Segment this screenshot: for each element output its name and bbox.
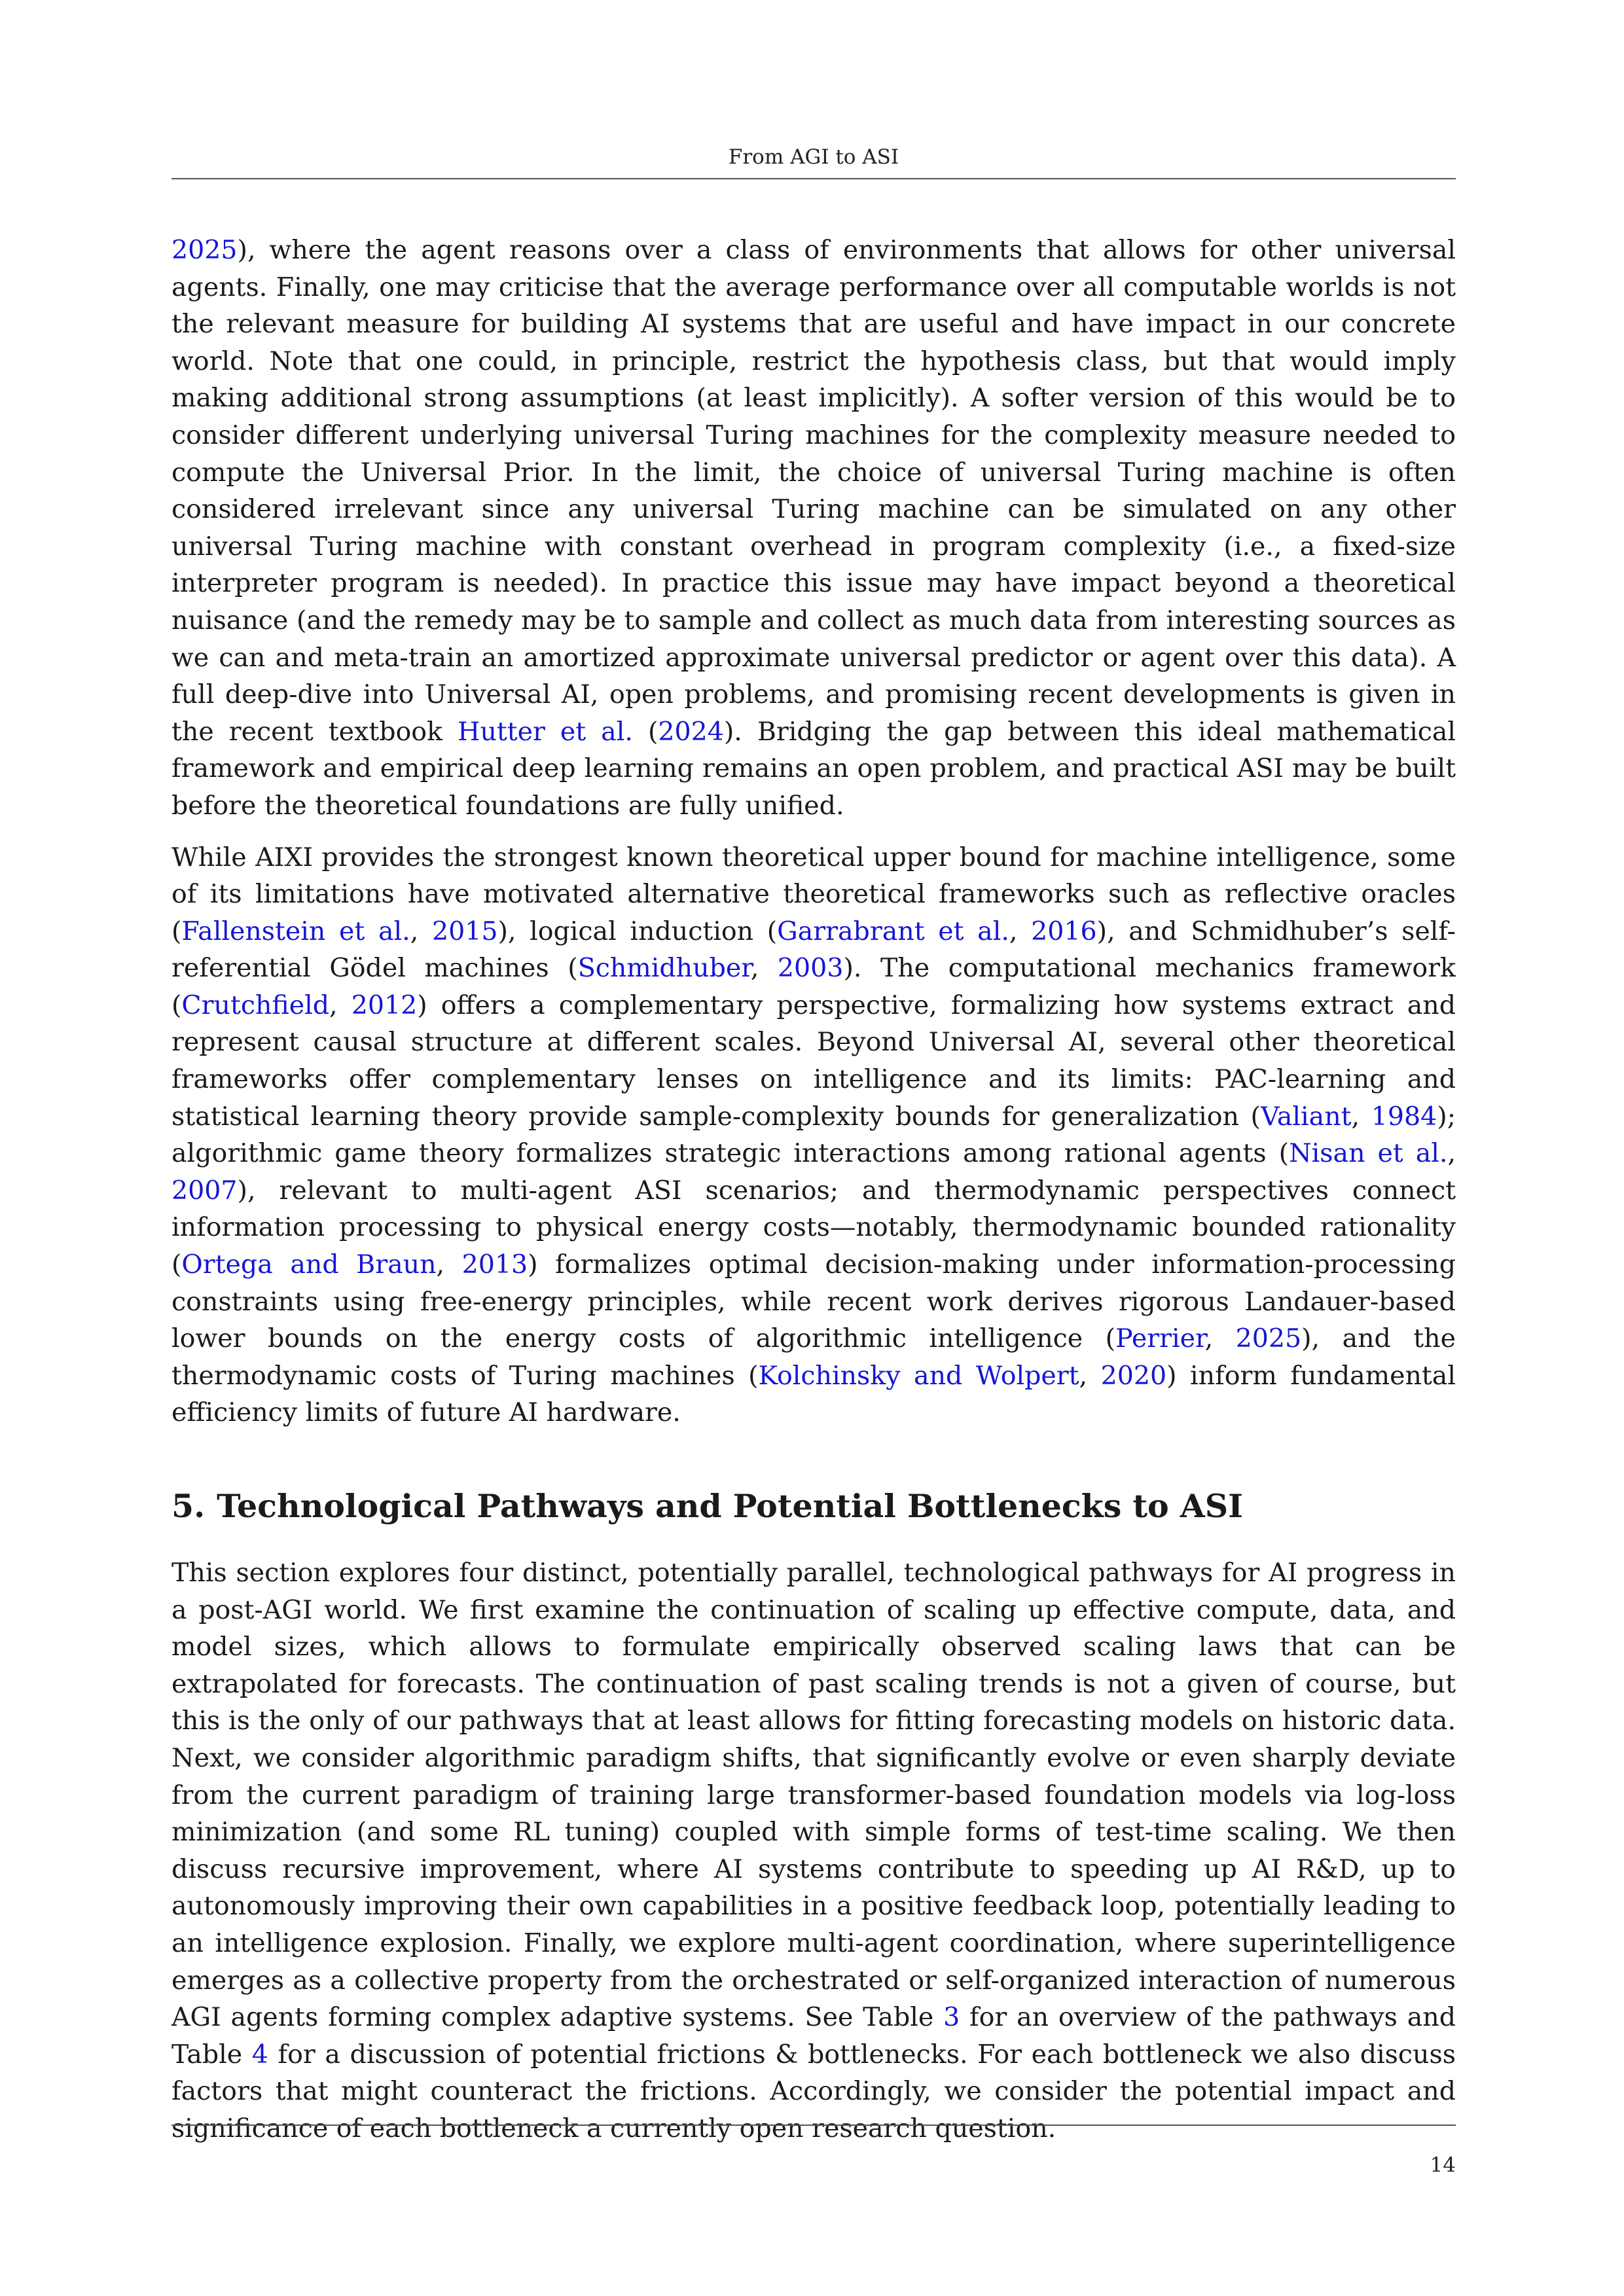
citation-link[interactable]: Crutchfield [181,990,330,1020]
citation-link[interactable]: 2024 [658,716,724,747]
citation-link[interactable]: Perrier [1115,1323,1205,1354]
citation-link[interactable]: 2025 [1235,1323,1302,1354]
paragraph-section-intro: This section explores four distinct, potentially parallel, technological pathways for AI progress in a post-AGI world. We first examine the continuation of scaling up effective compute, data, and model sizes, which allows to formulate empirically observed scaling laws that can be extrapolated for forecasts. The continuation of past scaling trends is not a given of course, but this is the only of our pathways that at least allows for fitting forecasting models on historic data. Next, we consider algorithmic paradigm shifts, that significantly evolve or even sharply deviate from the current paradigm of training large transformer-based foundation models via log-loss minimization (and some RL tuning) coupled with simple forms of test-time scaling. We then discuss recursive improvement, where AI systems contribute to speeding up AI R&D, up to autonomously improving their own capabilities in a positive feedback loop, potentially leading to an intelligence explosion. Finally, we explore multi-agent coordination, where superintelligence emerges as a collective property from the orchestrated or self-organized interaction of numerous AGI agents forming complex adaptive systems. See Table 3 for an overview of the pathways and Table 4 for a discussion of potential frictions & bottlenecks. For each bottleneck we also discuss factors that might counteract the frictions. Accordingly, we consider the potential impact and significance of each bottleneck a currently open research question. [171,1558,1456,2144]
page-body [171,232,1456,2147]
section-title: Technological Pathways and Potential Bottlenecks to ASI [217,1487,1244,1525]
citation-link[interactable]: Kolchinsky and Wolpert [758,1360,1079,1391]
table-ref-link[interactable]: 3 [943,2002,960,2033]
paragraph-universal-ai-limitations: 2025), where the agent reasons over a class of environments that allows for other universal agents. Finally, one may criticise that the average performance over all computable worlds is not the relevant measure for building AI systems that are useful and have impact in our concrete world. Note that one could, in principle, restrict the hypothesis class, but that would imply making additional strong assumptions (at least implicitly). A softer version of this would be to consider different underlying universal Turing machines for the complexity measure needed to compute the Universal Prior. In the limit, the choice of universal Turing machine is often considered irrelevant since any universal Turing machine can be simulated on any other universal Turing machine with constant overhead in program complexity (i.e., a fixed-size interpreter program is needed). In practice this issue may have impact beyond a theoretical nuisance (and the remedy may be to sample and collect as much data from interesting sources as we can and meta-train an amortized approximate universal predictor or agent over this data). A full deep-dive into Universal AI, open problems, and promising recent developments is given in the recent textbook Hutter et al. (2024). Bridging the gap between this ideal mathematical framework and empirical deep learning remains an open problem, and practical ASI may be built before the theoretical foundations are fully unified. [171,235,1456,821]
citation-link[interactable]: 2020 [1100,1360,1167,1391]
citation-link[interactable]: Fallenstein et al. [181,916,410,946]
running-title: From AGI to ASI [728,145,899,169]
page-number: 14 [1430,2153,1456,2177]
citation-link[interactable]: Nisan et al. [1289,1138,1448,1169]
citation-link[interactable]: 2015 [431,916,498,946]
table-ref-link[interactable]: 4 [251,2039,268,2070]
citation-link[interactable]: 2025 [171,235,238,265]
citation-link[interactable]: 1984 [1371,1101,1437,1132]
citation-link[interactable]: 2013 [461,1249,528,1280]
citation-link[interactable]: Valiant [1260,1101,1352,1132]
section-number: 5. [171,1487,206,1525]
citation-link[interactable]: 2003 [777,953,844,984]
citation-link[interactable]: Garrabrant et al. [777,916,1009,946]
citation-link[interactable]: Ortega and Braun [181,1249,437,1280]
footer-rule [171,2125,1456,2126]
citation-link[interactable]: 2007 [171,1175,238,1206]
citation-link[interactable]: Schmidhuber [577,953,751,984]
citation-link[interactable]: 2012 [351,990,418,1020]
section-heading [171,1486,1456,1526]
paragraph-alternative-frameworks: While AIXI provides the strongest known theoretical upper bound for machine intelligence, some of its limitations have motivated alternative theoretical frameworks such as reflective oracles (Fallenstein et al., 2015), logical induction (Garrabrant et al., 2016), and Schmidhuber’s self-referential Gödel machines (Schmidhuber, 2003). The computational mechanics framework (Crutchfield, 2012) offers a complementary perspective, formalizing how systems extract and represent causal structure at different scales. Beyond Universal AI, several other theoretical frameworks offer complementary lenses on intelligence and its limits: PAC-learning and statistical learning theory provide sample-complexity bounds for generalization (Valiant, 1984); algorithmic game theory formalizes strategic interactions among rational agents (Nisan et al., 2007), relevant to multi-agent ASI scenarios; and thermodynamic perspectives connect information processing to physical energy costs—notably, thermodynamic bounded rationality (Ortega and Braun, 2013) formalizes optimal decision-making under information-processing constraints using free-energy principles, while recent work derives rigorous Landauer-based lower bounds on the energy costs of algorithmic intelligence (Perrier, 2025), and the thermodynamic costs of Turing machines (Kolchinsky and Wolpert, 2020) inform fundamental efficiency limits of future AI hardware. [171,842,1456,1428]
citation-link[interactable]: 2016 [1031,916,1097,946]
citation-link[interactable]: Hutter et al. [458,716,633,747]
header-rule [171,178,1456,179]
